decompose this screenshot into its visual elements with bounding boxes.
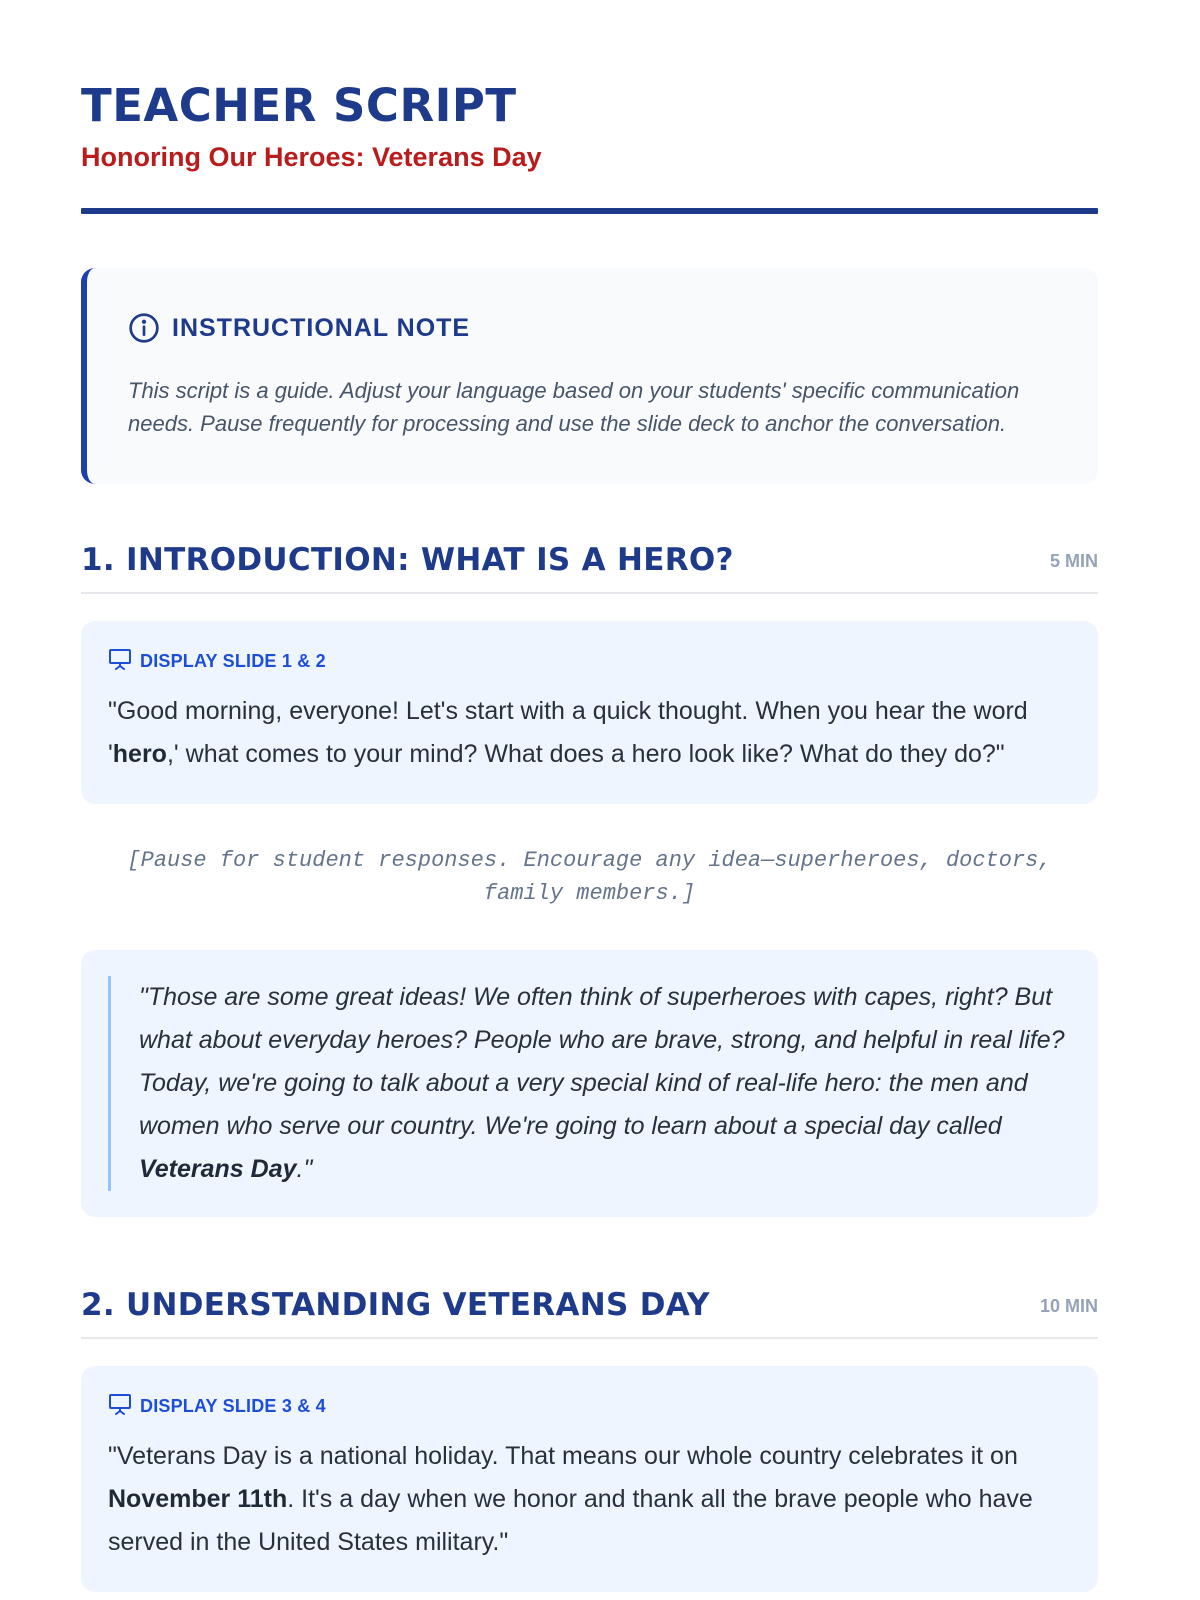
instructional-note xyxy=(81,268,1098,484)
script-quote-card xyxy=(81,950,1098,1217)
section-duration: 5 MIN xyxy=(1049,551,1098,571)
section-header-understanding xyxy=(81,1285,1098,1339)
page-title: TEACHER SCRIPT xyxy=(81,79,517,132)
pause-instruction: [Pause for student responses. Encourage any idea—superheroes, doctors, family members.] xyxy=(127,848,1052,906)
script-text: "Veterans Day is a national holiday. That means our whole country celebrates it on November 11th. It's a day when we honor and thank all the brave people who have served in the United States military." xyxy=(108,1442,1033,1556)
note-text: This script is a guide. Adjust your language based on your students' specific communication needs. Pause frequently for processing and use the slide deck to anchor the conversation. xyxy=(128,378,1020,436)
title-divider xyxy=(81,208,1098,214)
quote-block xyxy=(108,976,1070,1191)
section-duration: 10 MIN xyxy=(1039,1296,1098,1316)
script-text: "Good morning, everyone! Let's start with a quick thought. When you hear the word 'hero,' what comes to your mind? What does a hero look like? What do they do?" xyxy=(108,697,1028,768)
emphasis-text: hero xyxy=(112,740,167,768)
section-title: 1. INTRODUCTION: WHAT IS A HERO? xyxy=(81,542,734,578)
note-header xyxy=(128,312,1062,344)
slide-script-card xyxy=(81,621,1098,804)
note-title: INSTRUCTIONAL NOTE xyxy=(172,313,471,342)
emphasis-text: November 11th xyxy=(108,1485,288,1513)
slide-tag-label: DISPLAY SLIDE 3 & 4 xyxy=(140,1396,326,1416)
slide-script-card xyxy=(81,1366,1098,1592)
section-title: 2. UNDERSTANDING VETERANS DAY xyxy=(81,1287,710,1323)
slide-tag xyxy=(108,1392,1070,1421)
slide-tag-label: DISPLAY SLIDE 1 & 2 xyxy=(140,651,326,671)
page-subtitle: Honoring Our Heroes: Veterans Day xyxy=(81,142,542,172)
presentation-icon xyxy=(108,647,132,676)
slide-tag xyxy=(108,647,1070,676)
info-icon xyxy=(128,312,160,344)
emphasis-text: Veterans Day xyxy=(139,1155,297,1183)
presentation-icon xyxy=(108,1392,132,1421)
quote-text: "Those are some great ideas! We often think of superheroes with capes, right? But what about everyday heroes? People who are brave, strong, and helpful in real life? Today, we're going to talk about a very special kind of real-life hero: the men and women who serve our country. We're going to learn about a special day called Veterans Day." xyxy=(139,983,1065,1183)
section-header-introduction xyxy=(81,540,1098,594)
